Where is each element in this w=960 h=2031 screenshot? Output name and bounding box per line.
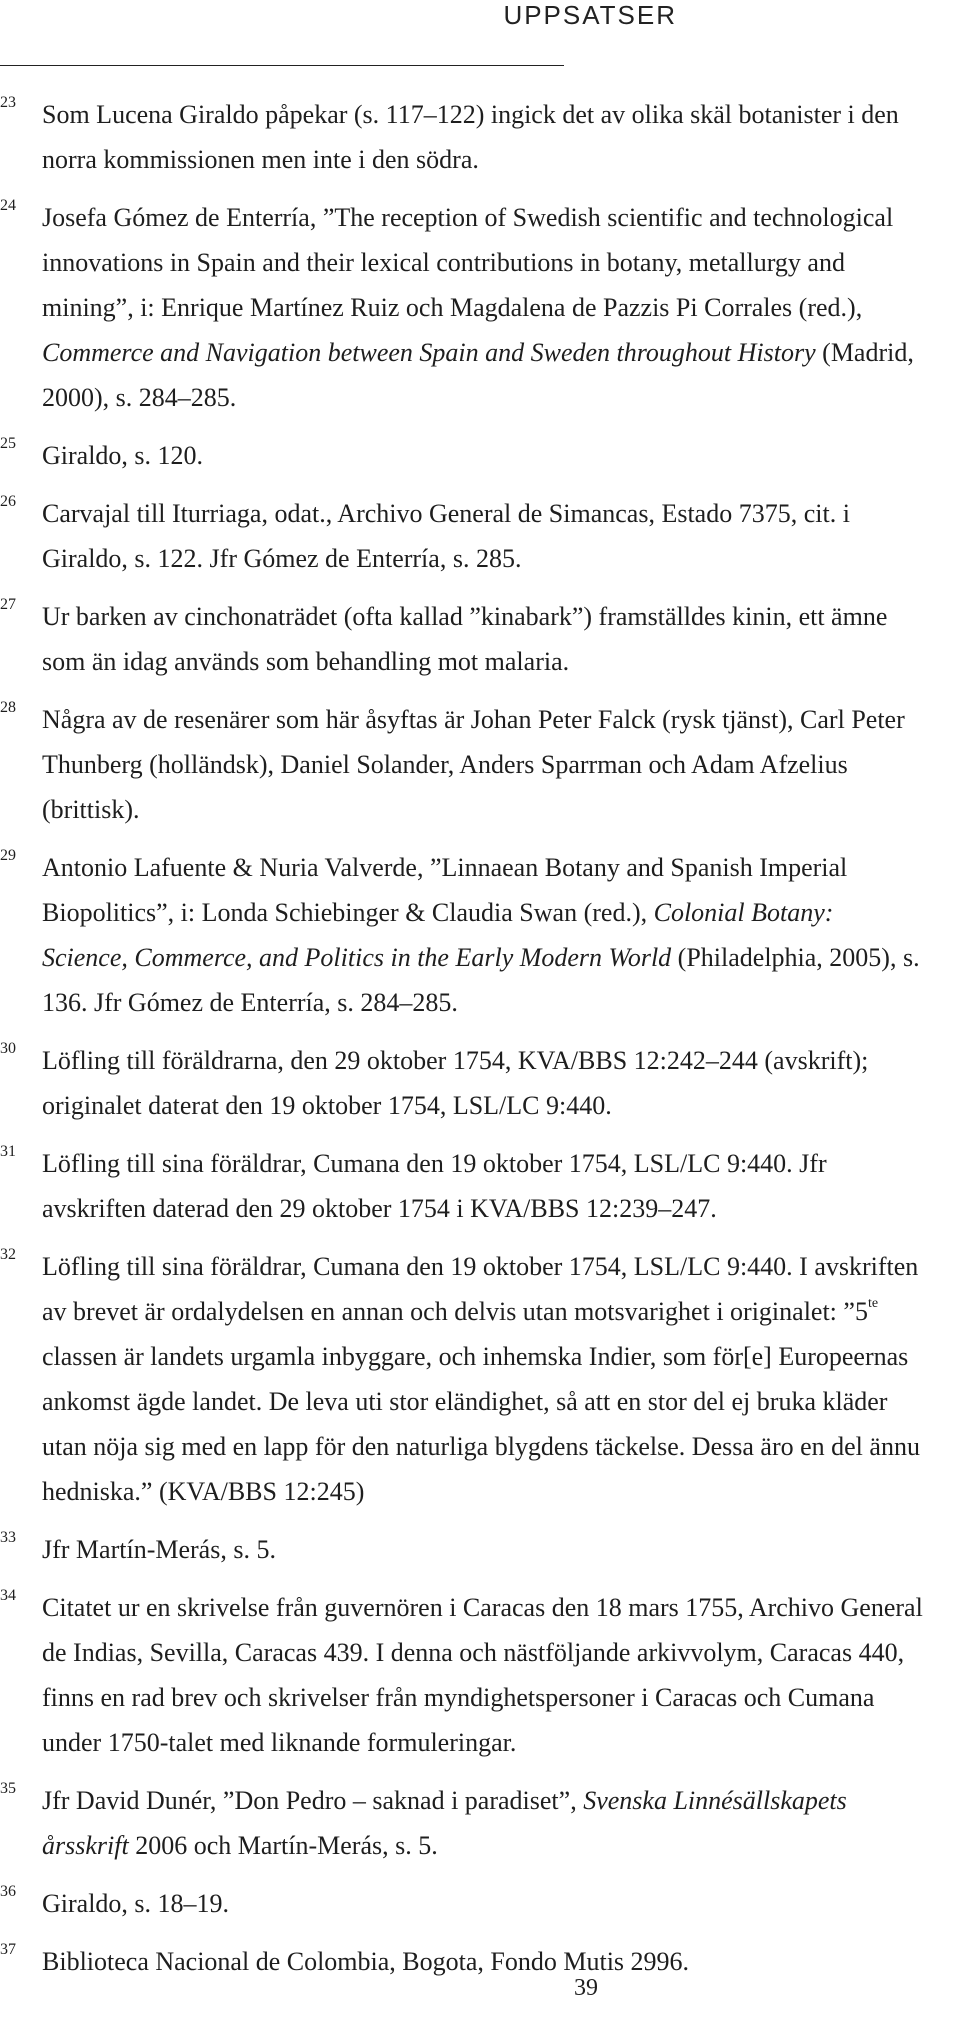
- footnote-text: [42, 1141, 925, 1231]
- footnote-number: 30: [0, 1040, 16, 1057]
- footnote-33: [0, 1527, 925, 1572]
- footnote-number: 34: [0, 1587, 16, 1604]
- footnote-text: [42, 594, 925, 684]
- footnote-37: [0, 1939, 925, 1984]
- footnote-text-run: Som Lucena Giraldo påpekar (s. 117–122) ingick det av olika skäl botanister i den norra kommissionen men inte i den södra.: [42, 100, 899, 174]
- footnote-number: 25: [0, 435, 16, 452]
- footnote-text: [42, 433, 925, 478]
- footnote-italic-title: Svenska Linnésällskapets årsskrift: [42, 1786, 847, 1860]
- footnote-number: 33: [0, 1529, 16, 1546]
- footnote-34: [0, 1585, 925, 1765]
- footnote-number: 23: [0, 94, 16, 111]
- footnote-text: [42, 1778, 925, 1868]
- footnote-number: 26: [0, 493, 16, 510]
- footnote-28: [0, 697, 925, 832]
- running-head: UPPSATSER: [503, 0, 677, 30]
- footnote-35: [0, 1778, 925, 1868]
- footnote-text-run: Carvajal till Iturriaga, odat., Archivo General de Simancas, Estado 7375, cit. i Giraldo, s. 122. Jfr Gómez de Enterría, s. 285.: [42, 499, 850, 573]
- footnote-text: [42, 92, 925, 182]
- footnote-text: [42, 697, 925, 832]
- footnote-text: [42, 491, 925, 581]
- footnote-number: 24: [0, 197, 16, 214]
- footnote-text-run: (Philadelphia, 2005), s. 136. Jfr Gómez de Enterría, s. 284–285.: [42, 943, 920, 1017]
- footnote-text-run: Löfling till sina föräldrar, Cumana den 19 oktober 1754, LSL/LC 9:440. I avskriften av brevet är ordalydelsen en annan och delvis utan motsvarighet i originalet: ”5: [42, 1252, 919, 1326]
- footnote-24: [0, 195, 925, 420]
- footnote-number: 31: [0, 1143, 16, 1160]
- footnote-number: 27: [0, 596, 16, 613]
- footnote-text-run: classen är landets urgamla inbyggare, och inhemska Indier, som för[e] Europeernas ankomst ägde landet. De leva uti stor eländighet, så att en stor del ej bruka kläder utan nöja sig med en lapp för den naturliga blygdens täckelse. Dessa äro en del ännu hedniska.” (KVA/BBS 12:245): [42, 1342, 920, 1506]
- footnote-27: [0, 594, 925, 684]
- footnote-29: [0, 845, 925, 1025]
- footnote-text-run: Biblioteca Nacional de Colombia, Bogota, Fondo Mutis 2996.: [42, 1947, 690, 1976]
- footnote-number: 36: [0, 1883, 16, 1900]
- footnote-superscript: te: [867, 1296, 879, 1312]
- footnote-text-run: Giraldo, s. 120.: [42, 441, 204, 470]
- footnote-italic-title: Colonial Botany: Science, Commerce, and Politics in the Early Modern World: [42, 898, 834, 972]
- footnote-number: 28: [0, 699, 16, 716]
- footnote-text-run: Jfr David Dunér, ”Don Pedro – saknad i paradiset”,: [42, 1786, 584, 1815]
- footnote-36: [0, 1881, 925, 1926]
- footnote-text: [42, 1585, 925, 1765]
- footnote-text-run: Ur barken av cinchonaträdet (ofta kallad ”kinabark”) framställdes kinin, ett ämne som än idag används som behandling mot malaria.: [42, 602, 888, 676]
- footnote-list: [0, 92, 925, 1997]
- footnote-text: [42, 845, 925, 1025]
- footnote-text-run: Jfr Martín-Merás, s. 5.: [42, 1535, 276, 1564]
- footnote-text-run: 2006 och Martín-Merás, s. 5.: [128, 1831, 438, 1860]
- footnote-31: [0, 1141, 925, 1231]
- footnote-text: [42, 1939, 925, 1984]
- footnote-number: 29: [0, 847, 16, 864]
- footnote-text-run: Löfling till sina föräldrar, Cumana den 19 oktober 1754, LSL/LC 9:440. Jfr avskriften daterad den 29 oktober 1754 i KVA/BBS 12:239–247.: [42, 1149, 827, 1223]
- footnote-30: [0, 1038, 925, 1128]
- footnote-32: [0, 1244, 925, 1514]
- footnote-number: 32: [0, 1246, 16, 1263]
- footnote-separator-rule: [0, 65, 564, 66]
- footnote-text: [42, 1881, 925, 1926]
- footnote-text-run: (Madrid, 2000), s. 284–285.: [42, 338, 914, 412]
- footnote-23: [0, 92, 925, 182]
- footnote-text-run: Giraldo, s. 18–19.: [42, 1889, 230, 1918]
- footnote-text: [42, 1527, 925, 1572]
- footnote-26: [0, 491, 925, 581]
- footnote-text-run: Antonio Lafuente & Nuria Valverde, ”Linnaean Botany and Spanish Imperial Biopolitics”, i: Londa Schiebinger & Claudia Swan (red.),: [42, 853, 848, 927]
- footnote-italic-title: Commerce and Navigation between Spain and Sweden throughout History: [42, 338, 816, 367]
- footnote-25: [0, 433, 925, 478]
- page-number: 39: [574, 1975, 598, 2001]
- footnote-number: 35: [0, 1780, 16, 1797]
- footnote-text-run: Löfling till föräldrarna, den 29 oktober 1754, KVA/BBS 12:242–244 (avskrift); originalet daterat den 19 oktober 1754, LSL/LC 9:440.: [42, 1046, 869, 1120]
- footnote-number: 37: [0, 1941, 16, 1958]
- footnote-text-run: Josefa Gómez de Enterría, ”The reception of Swedish scientific and technological innovations in Spain and their lexical contributions in botany, metallurgy and mining”, i: Enrique Martínez Ruiz och Magdalena de Pazzis Pi Corrales (red.),: [42, 203, 894, 322]
- footnote-text-run: Några av de resenärer som här åsyftas är Johan Peter Falck (rysk tjänst), Carl Peter Thunberg (holländsk), Daniel Solander, Anders Sparrman och Adam Afzelius (brittisk).: [42, 705, 905, 824]
- footnote-text: [42, 195, 925, 420]
- footnote-text: [42, 1038, 925, 1128]
- footnote-text: [42, 1244, 925, 1514]
- footnote-text-run: Citatet ur en skrivelse från guvernören i Caracas den 18 mars 1755, Archivo General de Indias, Sevilla, Caracas 439. I denna och nästföljande arkivvolym, Caracas 440, finns en rad brev och skrivelser från myndighetspersoner i Caracas och Cumana under 1750-talet med liknande formuleringar.: [42, 1593, 923, 1757]
